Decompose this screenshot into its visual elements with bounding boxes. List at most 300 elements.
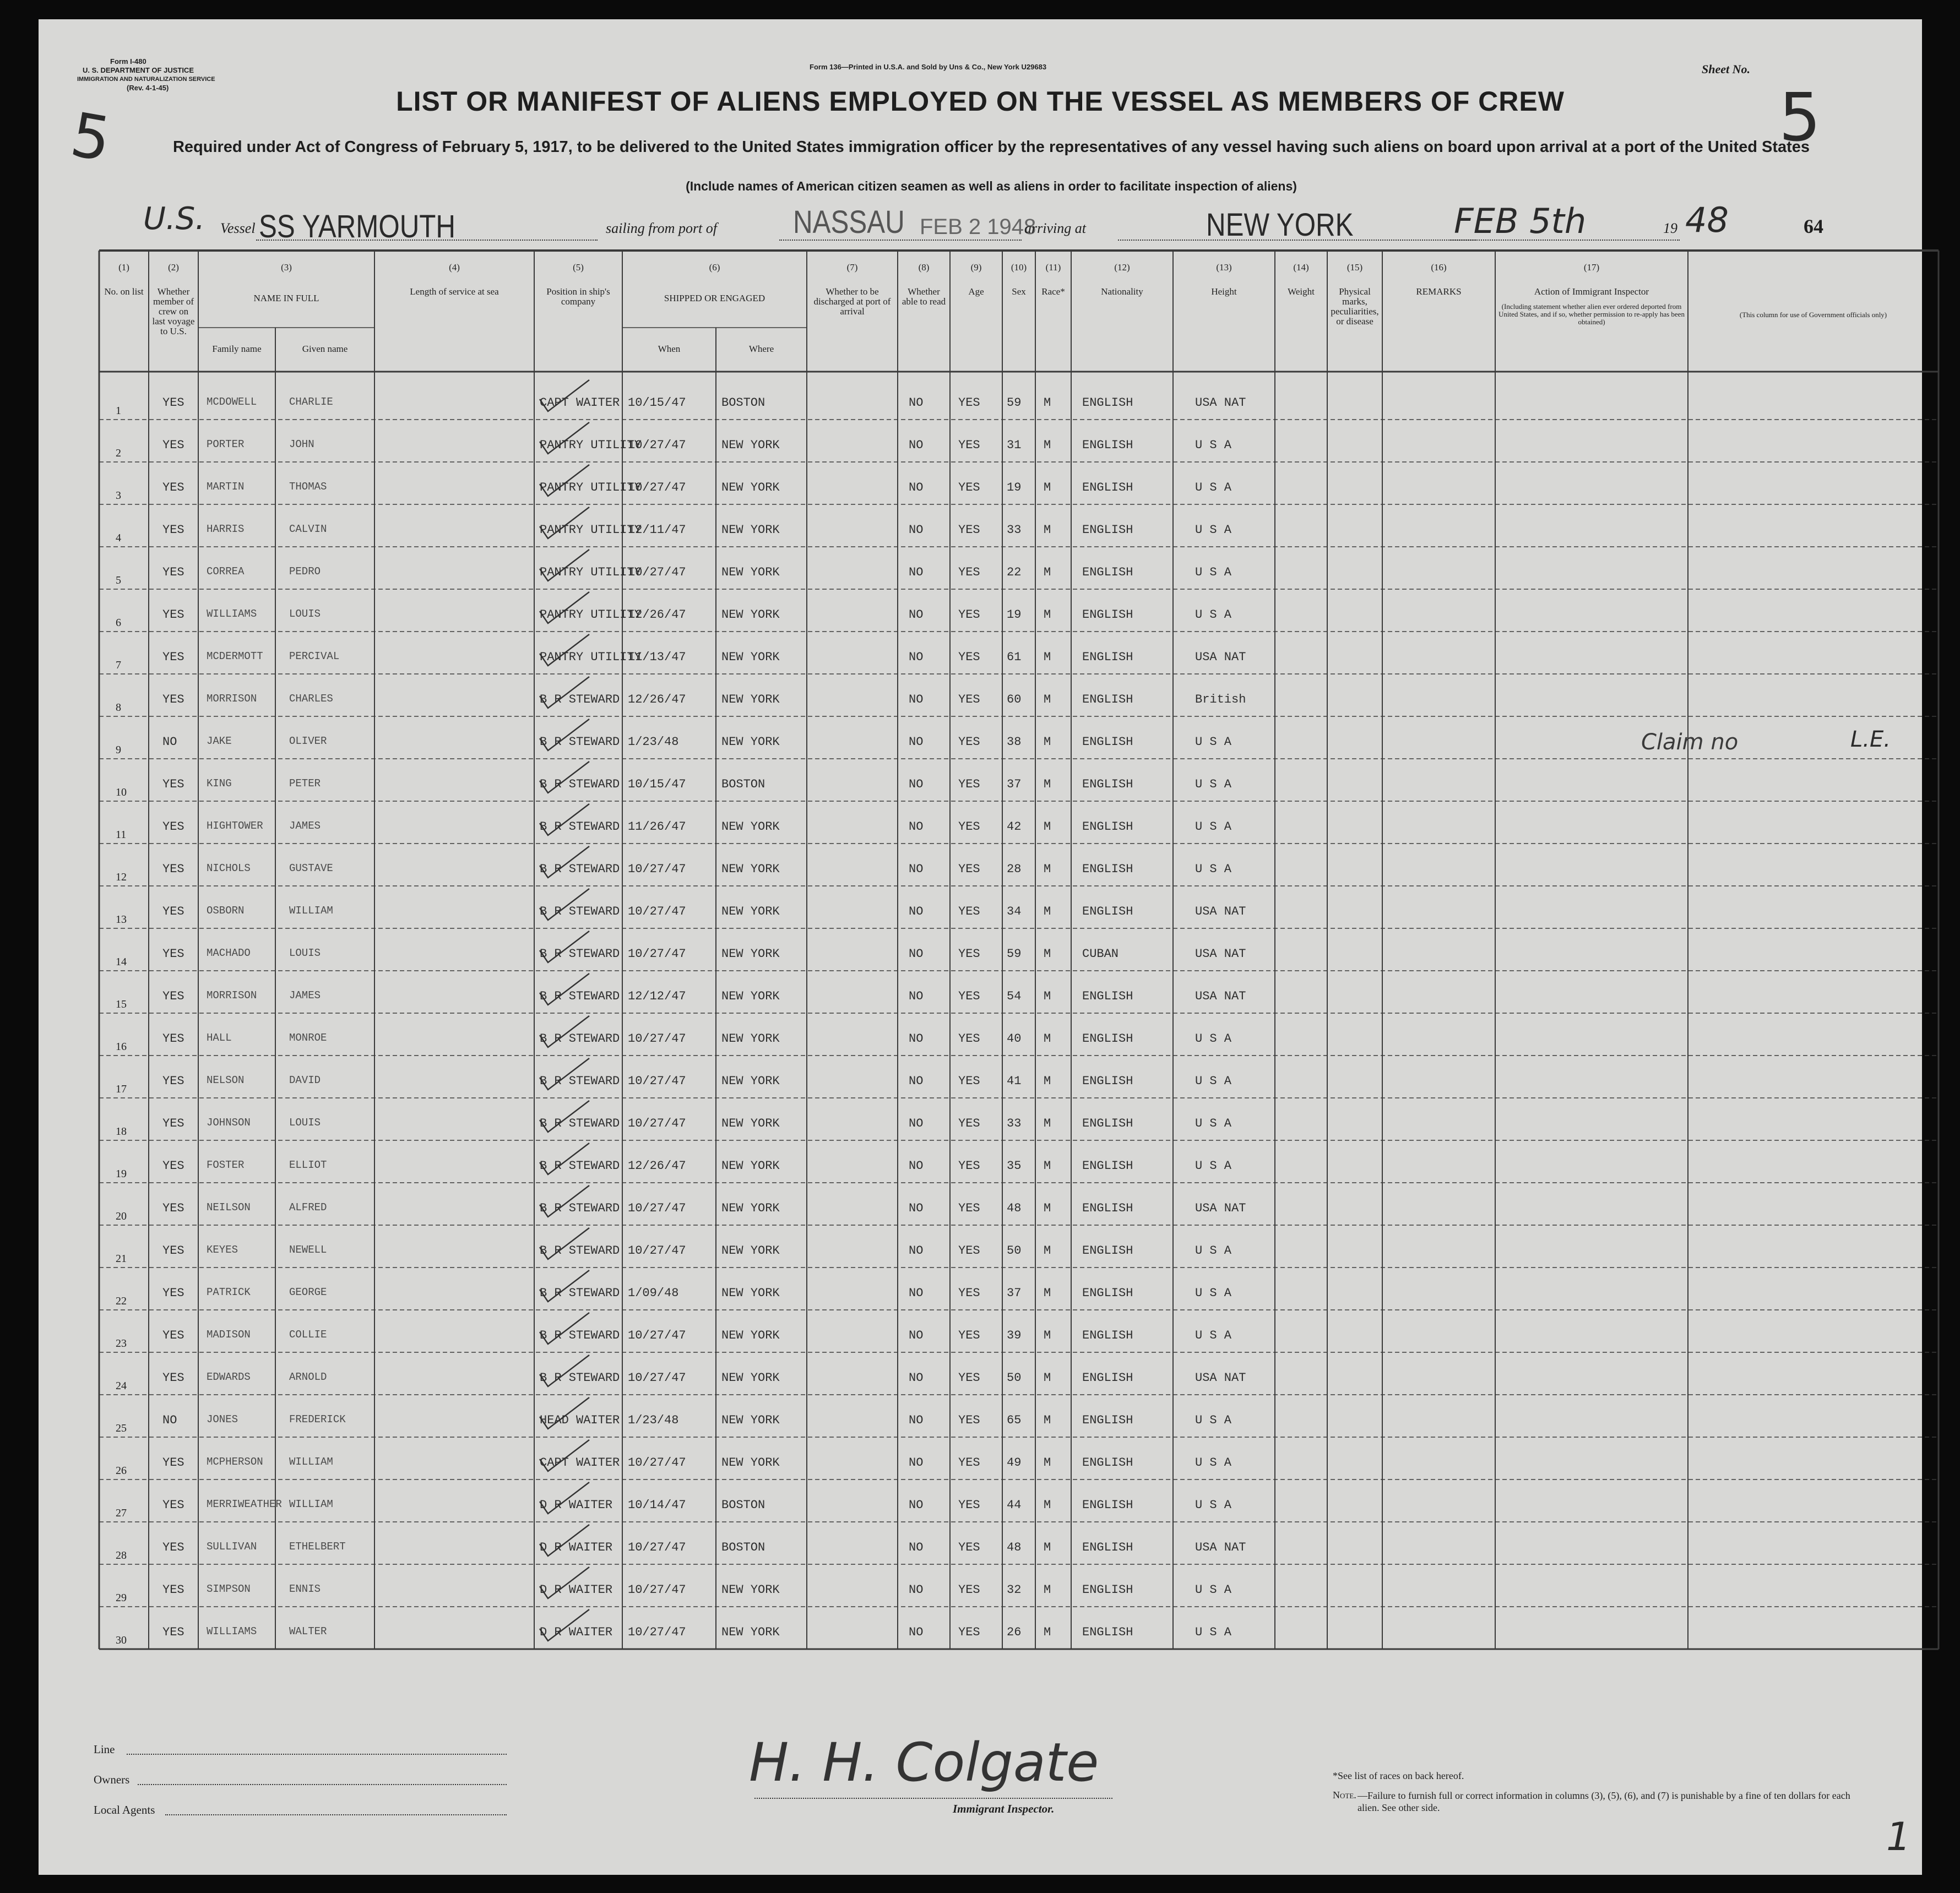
row-number: 20: [116, 1210, 127, 1222]
column-header: Whether able to read: [902, 286, 946, 307]
remarks-annotation: Claim no: [1641, 730, 1739, 755]
cell-when: 10/27/47: [628, 1541, 686, 1554]
cell-nat: USA NAT: [1195, 396, 1246, 410]
cell-when: 10/27/47: [628, 1583, 686, 1597]
where-header: Where: [748, 344, 774, 354]
cell-given: JAMES: [289, 820, 321, 832]
cell-position: B R STEWARD: [540, 905, 620, 918]
cell-age: 35: [1007, 1159, 1022, 1173]
row-number: 19: [116, 1168, 127, 1180]
date-underline: [1448, 240, 1680, 241]
cell-age: 41: [1007, 1074, 1022, 1088]
column-header: Position in ship's company: [546, 286, 610, 307]
cell-given: OLIVER: [289, 735, 327, 747]
cell-last: YES: [162, 989, 184, 1003]
cell-family: MADISON: [207, 1329, 251, 1341]
cell-family: MCDERMOTT: [207, 650, 263, 662]
cell-sex: M: [1044, 1074, 1051, 1088]
cell-when: 10/27/47: [628, 1371, 686, 1385]
cell-where: NEW YORK: [721, 693, 780, 706]
cell-nat: U S A: [1195, 608, 1232, 622]
cell-when: 10/27/47: [628, 862, 686, 876]
row-number: 8: [116, 701, 121, 714]
cell-age: 39: [1007, 1329, 1022, 1342]
cell-where: NEW YORK: [721, 1159, 780, 1173]
cell-last: YES: [162, 523, 184, 537]
hand-initials: U.S.: [143, 201, 205, 237]
cell-given: GEORGE: [289, 1286, 327, 1298]
cell-family: MERRIWEATHER: [207, 1498, 282, 1510]
row-number: 17: [116, 1083, 127, 1095]
cell-read: YES: [958, 905, 980, 918]
cell-family: FOSTER: [207, 1159, 245, 1171]
cell-nat: USA NAT: [1195, 905, 1246, 918]
row-number: 11: [116, 829, 127, 841]
cell-family: HARRIS: [207, 523, 245, 535]
cell-read: YES: [958, 989, 980, 1003]
cell-position: B R STEWARD: [540, 862, 620, 876]
arrival-date: FEB 5th: [1454, 201, 1587, 241]
cell-nat: U S A: [1195, 1032, 1232, 1046]
cell-age: 59: [1007, 947, 1022, 961]
column-header: Action of Immigrant Inspector: [1534, 286, 1649, 297]
cell-given: ALFRED: [289, 1201, 327, 1214]
cell-last: YES: [162, 396, 184, 410]
cell-family: KING: [207, 777, 232, 790]
cell-age: 32: [1007, 1583, 1022, 1597]
cell-when: 11/26/47: [628, 820, 686, 834]
row-number: 23: [116, 1337, 127, 1350]
row-number: 3: [116, 489, 121, 502]
arrival-underline: [1118, 240, 1476, 241]
cell-sex: M: [1044, 1456, 1051, 1470]
row-number: 16: [116, 1041, 127, 1053]
cell-position: B R STEWARD: [540, 989, 620, 1003]
cell-race: ENGLISH: [1082, 735, 1133, 749]
cell-family: MCDOWELL: [207, 396, 257, 408]
cell-sex: M: [1044, 1244, 1051, 1258]
row-number: 18: [116, 1125, 127, 1138]
cell-nat: U S A: [1195, 862, 1232, 876]
cell-nat: U S A: [1195, 1456, 1232, 1470]
cell-last: YES: [162, 1032, 184, 1046]
cell-given: NEWELL: [289, 1244, 327, 1256]
cell-race: ENGLISH: [1082, 481, 1133, 494]
cell-position: B R STEWARD: [540, 1244, 620, 1258]
cell-nat: U S A: [1195, 1498, 1232, 1512]
row-number: 22: [116, 1295, 127, 1307]
cell-sex: M: [1044, 1625, 1051, 1639]
cell-disch: NO: [909, 1413, 924, 1427]
cell-race: ENGLISH: [1082, 650, 1133, 664]
cell-family: EDWARDS: [207, 1371, 251, 1383]
cell-when: 12/12/47: [628, 989, 686, 1003]
cell-age: 50: [1007, 1244, 1022, 1258]
cell-sex: M: [1044, 820, 1051, 834]
cell-age: 54: [1007, 989, 1022, 1003]
cell-where: BOSTON: [721, 396, 765, 410]
cell-family: PORTER: [207, 438, 245, 450]
form-rev: (Rev. 4-1-45): [127, 84, 169, 92]
cell-family: WILLIAMS: [207, 608, 257, 620]
column-header: Whether to be discharged at port of arrival: [813, 286, 891, 317]
column-header: Sex: [1012, 286, 1026, 297]
cell-last: YES: [162, 693, 184, 706]
cell-age: 50: [1007, 1371, 1022, 1385]
cell-when: 10/14/47: [628, 1498, 686, 1512]
cell-race: ENGLISH: [1082, 1498, 1133, 1512]
cell-read: YES: [958, 1541, 980, 1554]
cell-sex: M: [1044, 947, 1051, 961]
arriving-label: arriving at: [1024, 220, 1086, 236]
row-number: 26: [116, 1465, 127, 1477]
cell-given: DAVID: [289, 1074, 321, 1086]
cell-last: YES: [162, 1074, 184, 1088]
cell-disch: NO: [909, 693, 924, 706]
cell-race: CUBAN: [1082, 947, 1119, 961]
cell-sex: M: [1044, 565, 1051, 579]
cell-age: 44: [1007, 1498, 1022, 1512]
cell-age: 65: [1007, 1413, 1022, 1427]
row-number: 15: [116, 998, 127, 1010]
cell-read: YES: [958, 1286, 980, 1300]
cell-race: ENGLISH: [1082, 1541, 1133, 1554]
cell-disch: NO: [909, 735, 924, 749]
form-number: Form I-480: [110, 57, 146, 66]
cell-disch: NO: [909, 905, 924, 918]
cell-disch: NO: [909, 989, 924, 1003]
cell-where: NEW YORK: [721, 1117, 780, 1130]
cell-where: NEW YORK: [721, 1456, 780, 1470]
agents-underline: [165, 1814, 507, 1815]
cell-given: JAMES: [289, 989, 321, 1002]
cell-position: B R STEWARD: [540, 1032, 620, 1046]
column-number: (1): [118, 262, 129, 273]
column-number: (6): [709, 262, 720, 273]
cell-where: NEW YORK: [721, 862, 780, 876]
column-number: (9): [970, 262, 982, 273]
row-number: 27: [116, 1507, 127, 1519]
column-number: (14): [1293, 262, 1309, 273]
inspector-label: Immigrant Inspector.: [953, 1802, 1055, 1815]
cell-when: 10/27/47: [628, 438, 686, 452]
cell-nat: U S A: [1195, 438, 1232, 452]
row-number: 28: [116, 1549, 127, 1562]
cell-last: YES: [162, 905, 184, 918]
cell-age: 31: [1007, 438, 1022, 452]
cell-read: YES: [958, 481, 980, 494]
cell-position: D R WAITER: [540, 1498, 613, 1512]
row-number: 4: [116, 532, 121, 544]
cell-disch: NO: [909, 1329, 924, 1342]
cell-position: B R STEWARD: [540, 1201, 620, 1215]
cell-last: YES: [162, 947, 184, 961]
cell-family: CORREA: [207, 565, 245, 578]
cell-last: YES: [162, 1498, 184, 1512]
column-header: Whether member of crew on last voyage to U.S.: [152, 286, 195, 336]
cell-sex: M: [1044, 1159, 1051, 1173]
cell-read: YES: [958, 1498, 980, 1512]
column-number: (3): [281, 262, 292, 273]
cell-disch: NO: [909, 1583, 924, 1597]
cell-race: ENGLISH: [1082, 777, 1133, 791]
column-number: (2): [168, 262, 179, 273]
cell-disch: NO: [909, 481, 924, 494]
cell-read: YES: [958, 777, 980, 791]
cell-sex: M: [1044, 396, 1051, 410]
cell-family: WILLIAMS: [207, 1625, 257, 1638]
cell-race: ENGLISH: [1082, 1032, 1133, 1046]
cell-disch: NO: [909, 1371, 924, 1385]
column-header: Age: [968, 286, 984, 297]
departure-port: NASSAU: [793, 204, 905, 240]
cell-position: B R STEWARD: [540, 947, 620, 961]
cell-when: 10/27/47: [628, 905, 686, 918]
cell-given: CHARLES: [289, 693, 333, 705]
remarks-note: (Including statement whether alien ever ordered deported from United States, and if so, whether permission to re-apply has been obtained): [1498, 302, 1685, 326]
cell-position: B R STEWARD: [540, 1371, 620, 1385]
cell-where: NEW YORK: [721, 565, 780, 579]
cell-nat: U S A: [1195, 1286, 1232, 1300]
year-hand: 48: [1685, 200, 1729, 240]
column-header: No. on list: [104, 286, 144, 297]
cell-age: 28: [1007, 862, 1022, 876]
cell-race: ENGLISH: [1082, 396, 1133, 410]
cell-read: YES: [958, 1074, 980, 1088]
cell-last: YES: [162, 1201, 184, 1215]
cell-where: NEW YORK: [721, 1074, 780, 1088]
cell-family: PATRICK: [207, 1286, 251, 1298]
cell-where: BOSTON: [721, 1541, 765, 1554]
cell-nat: USA NAT: [1195, 947, 1246, 961]
cell-where: NEW YORK: [721, 1583, 780, 1597]
cell-race: ENGLISH: [1082, 1159, 1133, 1173]
cell-race: ENGLISH: [1082, 438, 1133, 452]
cell-nat: U S A: [1195, 1413, 1232, 1427]
cell-age: 37: [1007, 777, 1022, 791]
cell-family: NEILSON: [207, 1201, 251, 1214]
cell-read: YES: [958, 947, 980, 961]
cell-disch: NO: [909, 1286, 924, 1300]
agents-label: Local Agents: [94, 1803, 155, 1816]
cell-read: YES: [958, 608, 980, 622]
column-header: Length of service at sea: [410, 286, 499, 297]
cell-read: YES: [958, 820, 980, 834]
row-number: 2: [116, 447, 121, 459]
cell-sex: M: [1044, 523, 1051, 537]
owners-label: Owners: [94, 1773, 130, 1786]
cell-where: BOSTON: [721, 1498, 765, 1512]
row-number: 5: [116, 574, 121, 586]
cell-read: YES: [958, 650, 980, 664]
cell-read: YES: [958, 565, 980, 579]
cell-disch: NO: [909, 650, 924, 664]
cell-where: NEW YORK: [721, 947, 780, 961]
cell-last: YES: [162, 1329, 184, 1342]
cell-nat: U S A: [1195, 565, 1232, 579]
cell-given: PERCIVAL: [289, 650, 340, 662]
cell-disch: NO: [909, 820, 924, 834]
cell-race: ENGLISH: [1082, 905, 1133, 918]
port-underline: [779, 240, 1022, 241]
corner-mark: 1: [1886, 1814, 1911, 1859]
column-number: (7): [846, 262, 858, 273]
cell-read: YES: [958, 1201, 980, 1215]
page-subtitle-note: (Include names of American citizen seamen as well as aliens in order to facilitate inspection of aliens): [686, 179, 1297, 193]
column-number: (12): [1114, 262, 1130, 273]
cell-nat: U S A: [1195, 735, 1232, 749]
cell-nat: USA NAT: [1195, 1201, 1246, 1215]
cell-disch: NO: [909, 862, 924, 876]
cell-where: NEW YORK: [721, 523, 780, 537]
column-header: Physical marks, peculiarities, or disease: [1331, 286, 1379, 327]
row-number: 29: [116, 1592, 127, 1604]
cell-last: YES: [162, 1541, 184, 1554]
cell-age: 49: [1007, 1456, 1022, 1470]
margin-number: 5: [66, 99, 116, 176]
cell-family: KEYES: [207, 1244, 238, 1256]
cell-family: OSBORN: [207, 905, 245, 917]
cell-sex: M: [1044, 1117, 1051, 1130]
line-label: Line: [94, 1743, 115, 1756]
arrival-port: NEW YORK: [1206, 207, 1354, 243]
cell-race: ENGLISH: [1082, 1201, 1133, 1215]
cell-disch: NO: [909, 396, 924, 410]
cell-given: PETER: [289, 777, 321, 790]
cell-family: JONES: [207, 1413, 238, 1426]
line-underline: [127, 1754, 507, 1755]
year-prefix: 19: [1663, 220, 1677, 236]
manifest-sheet: [39, 19, 1922, 1875]
column-number: (5): [573, 262, 584, 273]
cell-disch: NO: [909, 523, 924, 537]
cell-age: 22: [1007, 565, 1022, 579]
cell-disch: NO: [909, 1541, 924, 1554]
cell-given: MONROE: [289, 1032, 327, 1044]
cell-nat: U S A: [1195, 1117, 1232, 1130]
cell-family: SIMPSON: [207, 1583, 251, 1595]
cell-race: ENGLISH: [1082, 862, 1133, 876]
race-note: *See list of races on back hereof.: [1333, 1770, 1464, 1781]
cell-age: 19: [1007, 481, 1022, 494]
cell-race: ENGLISH: [1082, 1074, 1133, 1088]
cell-last: YES: [162, 1583, 184, 1597]
cell-sex: M: [1044, 1286, 1051, 1300]
cell-sex: M: [1044, 1413, 1051, 1427]
column-header: Nationality: [1101, 286, 1143, 297]
cell-race: ENGLISH: [1082, 1286, 1133, 1300]
cell-given: WALTER: [289, 1625, 327, 1638]
inspector-signature: H. H. Colgate: [749, 1732, 1099, 1793]
cell-nat: U S A: [1195, 1625, 1232, 1639]
cell-disch: NO: [909, 1498, 924, 1512]
cell-when: 10/27/47: [628, 1329, 686, 1342]
cell-disch: NO: [909, 1456, 924, 1470]
sailing-label: sailing from port of: [606, 220, 718, 236]
cell-where: NEW YORK: [721, 1032, 780, 1046]
cell-given: WILLIAM: [289, 905, 333, 917]
owners-underline: [138, 1784, 507, 1785]
cell-given: ETHELBERT: [289, 1541, 346, 1553]
column-number: (8): [918, 262, 930, 273]
cell-age: 33: [1007, 523, 1022, 537]
cell-sex: M: [1044, 693, 1051, 706]
cell-position: PANTRY UTILITY: [540, 523, 642, 537]
cell-when: 1/09/48: [628, 1286, 679, 1300]
date-stamp: FEB 2 1948: [920, 215, 1036, 239]
action-annotation: L.E.: [1850, 727, 1891, 752]
cell-read: YES: [958, 1456, 980, 1470]
cell-age: 48: [1007, 1541, 1022, 1554]
cell-family: MARTIN: [207, 481, 245, 493]
column-number: (10): [1011, 262, 1027, 273]
cell-sex: M: [1044, 1371, 1051, 1385]
cell-position: D R WAITER: [540, 1583, 613, 1597]
signature-line: [754, 1798, 1112, 1799]
cell-last: YES: [162, 481, 184, 494]
row-number: 6: [116, 617, 121, 629]
cell-age: 48: [1007, 1201, 1022, 1215]
cell-where: NEW YORK: [721, 608, 780, 622]
cell-disch: NO: [909, 1117, 924, 1130]
cell-position: D R WAITER: [540, 1625, 613, 1639]
cell-sex: M: [1044, 1032, 1051, 1046]
sheet-label: Sheet No.: [1702, 62, 1750, 76]
cell-age: 60: [1007, 693, 1022, 706]
when-header: When: [658, 344, 681, 354]
column-header: Race*: [1041, 286, 1065, 297]
cell-when: 10/27/47: [628, 1625, 686, 1639]
cell-read: YES: [958, 1244, 980, 1258]
cell-where: NEW YORK: [721, 1625, 780, 1639]
cell-given: CALVIN: [289, 523, 327, 535]
cell-last: YES: [162, 1625, 184, 1639]
cell-disch: NO: [909, 1244, 924, 1258]
vessel-underline: [256, 240, 598, 241]
column-header: Height: [1211, 286, 1237, 297]
cell-disch: NO: [909, 947, 924, 961]
cell-age: 19: [1007, 608, 1022, 622]
cell-sex: M: [1044, 650, 1051, 664]
cell-race: ENGLISH: [1082, 1117, 1133, 1130]
cell-when: 1/23/48: [628, 735, 679, 749]
cell-disch: NO: [909, 565, 924, 579]
cell-position: B R STEWARD: [540, 1329, 620, 1342]
cell-nat: U S A: [1195, 1074, 1232, 1088]
cell-where: NEW YORK: [721, 650, 780, 664]
cell-sex: M: [1044, 608, 1051, 622]
page-code: 64: [1804, 215, 1823, 237]
cell-when: 10/27/47: [628, 565, 686, 579]
cell-nat: British: [1195, 693, 1246, 706]
page-title: LIST OR MANIFEST OF ALIENS EMPLOYED ON THE VESSEL AS MEMBERS OF CREW: [396, 86, 1565, 117]
cell-read: YES: [958, 1329, 980, 1342]
cell-age: 38: [1007, 735, 1022, 749]
cell-when: 10/15/47: [628, 396, 686, 410]
cell-given: LOUIS: [289, 608, 321, 620]
cell-family: MACHADO: [207, 947, 251, 959]
cell-family: SULLIVAN: [207, 1541, 257, 1553]
cell-nat: U S A: [1195, 820, 1232, 834]
cell-given: ELLIOT: [289, 1159, 327, 1171]
cell-nat: USA NAT: [1195, 650, 1246, 664]
cell-when: 11/13/47: [628, 650, 686, 664]
cell-last: YES: [162, 1159, 184, 1173]
cell-sex: M: [1044, 1583, 1051, 1597]
cell-where: NEW YORK: [721, 1329, 780, 1342]
cell-last: YES: [162, 1456, 184, 1470]
cell-when: 10/27/47: [628, 1244, 686, 1258]
